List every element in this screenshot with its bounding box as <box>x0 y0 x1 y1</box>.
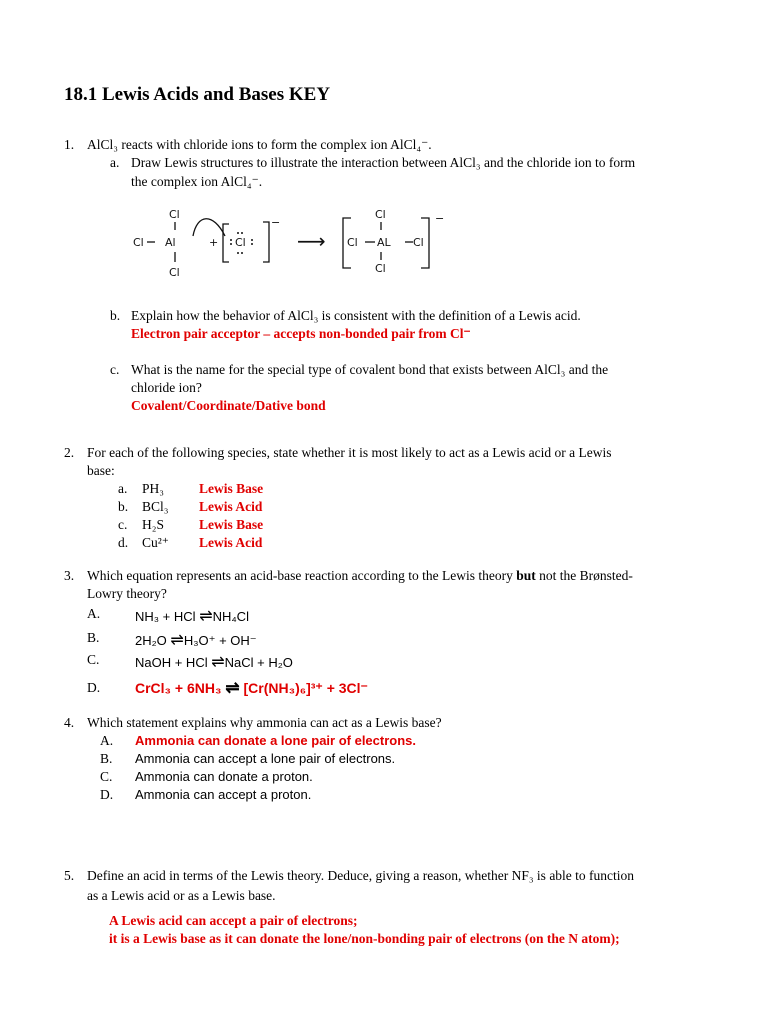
q5-text-line2: as a Lewis acid or as a Lewis base. <box>87 888 276 903</box>
q2a-letter: a. <box>118 481 128 496</box>
sketch-cl-top-left: Cl <box>169 208 180 221</box>
q1b-text: Explain how the behavior of AlCl₃ is consistent with the definition of a Lewis acid. <box>131 308 581 323</box>
q2c-species: H₂S <box>142 517 164 532</box>
sketch-plus: + <box>209 236 219 249</box>
sketch-cl-right: Cl <box>413 236 424 249</box>
sketch-cl-ion: Cl <box>235 236 246 249</box>
q5-text-line1: Define an acid in terms of the Lewis theory. Deduce, giving a reason, whether NF₃ is able to function <box>87 868 635 883</box>
sketch-arrow: ⟶ <box>297 229 326 253</box>
equilibrium-arrow-icon: ⇌ <box>199 608 213 625</box>
q3-option-a-right: NH₄Cl <box>212 609 249 624</box>
q3-option-b-equation <box>135 630 257 650</box>
equilibrium-arrow-icon: ⇌ <box>225 678 240 697</box>
q1c-answer: Covalent/Coordinate/Dative bond <box>131 398 326 413</box>
q2c-letter: c. <box>118 517 128 532</box>
q3-option-d-right: [Cr(NH₃)₆]³⁺ + 3Cl⁻ <box>243 680 368 696</box>
q4-option-a-letter: A. <box>100 733 114 748</box>
q3-option-b-left: 2H₂O <box>135 633 167 648</box>
q1a-letter: a. <box>110 155 120 170</box>
sketch-cl-top-right: Cl <box>375 208 386 221</box>
page-title: 18.1 Lewis Acids and Bases KEY <box>64 84 331 105</box>
q2b-letter: b. <box>118 499 129 514</box>
q3-option-d-equation <box>135 678 368 698</box>
q1a-text-line2: the complex ion AlCl₄⁻. <box>131 174 263 189</box>
q1b-answer: Electron pair acceptor – accepts non-bonded pair from Cl⁻ <box>131 326 471 341</box>
lewis-structure-sketch <box>125 200 455 290</box>
q3-number: 3. <box>64 568 75 583</box>
q5-number: 5. <box>64 868 75 883</box>
q2a-species: PH₃ <box>142 481 164 496</box>
q3-text-line2: Lowry theory? <box>87 586 167 601</box>
equilibrium-arrow-icon: ⇌ <box>170 632 184 649</box>
q1-number: 1. <box>64 137 75 152</box>
q4-option-a-text: Ammonia can donate a lone pair of electrons. <box>135 733 417 748</box>
q4-option-b-text: Ammonia can accept a lone pair of electrons. <box>135 751 396 766</box>
q3-text-pre: Which equation represents an acid-base reaction according to the Lewis theory <box>87 568 517 583</box>
q4-stem: Which statement explains why ammonia can act as a Lewis base? <box>87 715 442 730</box>
sketch-al-right: AL <box>377 236 391 249</box>
q3-text-post: not the Brønsted- <box>535 568 633 583</box>
q5-answer-line1: A Lewis acid can accept a pair of electrons; <box>109 913 358 928</box>
q2-text-line1: For each of the following species, state whether it is most likely to act as a Lewis acid or a Lewis <box>87 445 612 460</box>
q2b-species: BCl₃ <box>142 499 169 514</box>
q3-option-c-left: NaOH + HCl <box>135 655 208 670</box>
q4-option-c-letter: C. <box>100 769 113 784</box>
q1c-letter: c. <box>110 362 120 377</box>
q2a-answer: Lewis Base <box>199 481 264 496</box>
q3-option-c-right: NaCl + H₂O <box>224 655 293 670</box>
q3-option-c-equation <box>135 652 293 672</box>
q4-option-d-letter: D. <box>100 787 114 802</box>
equilibrium-arrow-icon: ⇌ <box>211 654 225 671</box>
sketch-cl-bottom-right: Cl <box>375 262 386 275</box>
q2c-answer: Lewis Base <box>199 517 264 532</box>
q3-option-c-letter: C. <box>87 652 100 667</box>
q3-option-a-left: NH₃ + HCl <box>135 609 196 624</box>
q4-number: 4. <box>64 715 75 730</box>
q1a-text-line1: Draw Lewis structures to illustrate the interaction between AlCl₃ and the chloride ion to form <box>131 155 636 170</box>
q2-number: 2. <box>64 445 75 460</box>
sketch-cl-bottom-left: Cl <box>169 266 180 279</box>
sketch-cl-left: Cl <box>133 236 144 249</box>
q3-option-b-letter: B. <box>87 630 100 645</box>
q4-option-b-letter: B. <box>100 751 113 766</box>
q2b-answer: Lewis Acid <box>199 499 263 514</box>
q1-stem: AlCl₃ reacts with chloride ions to form the complex ion AlCl₄⁻. <box>87 137 432 152</box>
q2d-letter: d. <box>118 535 129 550</box>
sketch-cl-left-right: Cl <box>347 236 358 249</box>
q3-option-d-letter: D. <box>87 680 101 695</box>
sketch-al-left: Al <box>165 236 176 249</box>
sketch-charge-2: − <box>435 212 445 225</box>
q3-option-a-equation <box>135 606 249 626</box>
q2-text-line2: base: <box>87 463 115 478</box>
q1c-text-line2: chloride ion? <box>131 380 202 395</box>
q2d-answer: Lewis Acid <box>199 535 263 550</box>
q5-answer-line2: it is a Lewis base as it can donate the lone/non-bonding pair of electrons (on the N atom); <box>109 931 620 946</box>
q4-option-d-text: Ammonia can accept a proton. <box>135 787 312 802</box>
q4-option-c-text: Ammonia can donate a proton. <box>135 769 313 784</box>
q3-option-a-letter: A. <box>87 606 101 621</box>
q2d-species: Cu²⁺ <box>142 535 169 550</box>
q3-option-b-right: H₃O⁺ + OH⁻ <box>183 633 257 648</box>
q1b-letter: b. <box>110 308 121 323</box>
q3-text-bold: but <box>516 568 536 583</box>
q3-option-d-left: CrCl₃ + 6NH₃ <box>135 680 222 696</box>
q3-text-line1 <box>87 568 633 584</box>
sketch-charge-1: − <box>271 216 281 229</box>
q1c-text-line1: What is the name for the special type of covalent bond that exists between AlCl₃ and the <box>131 362 609 377</box>
